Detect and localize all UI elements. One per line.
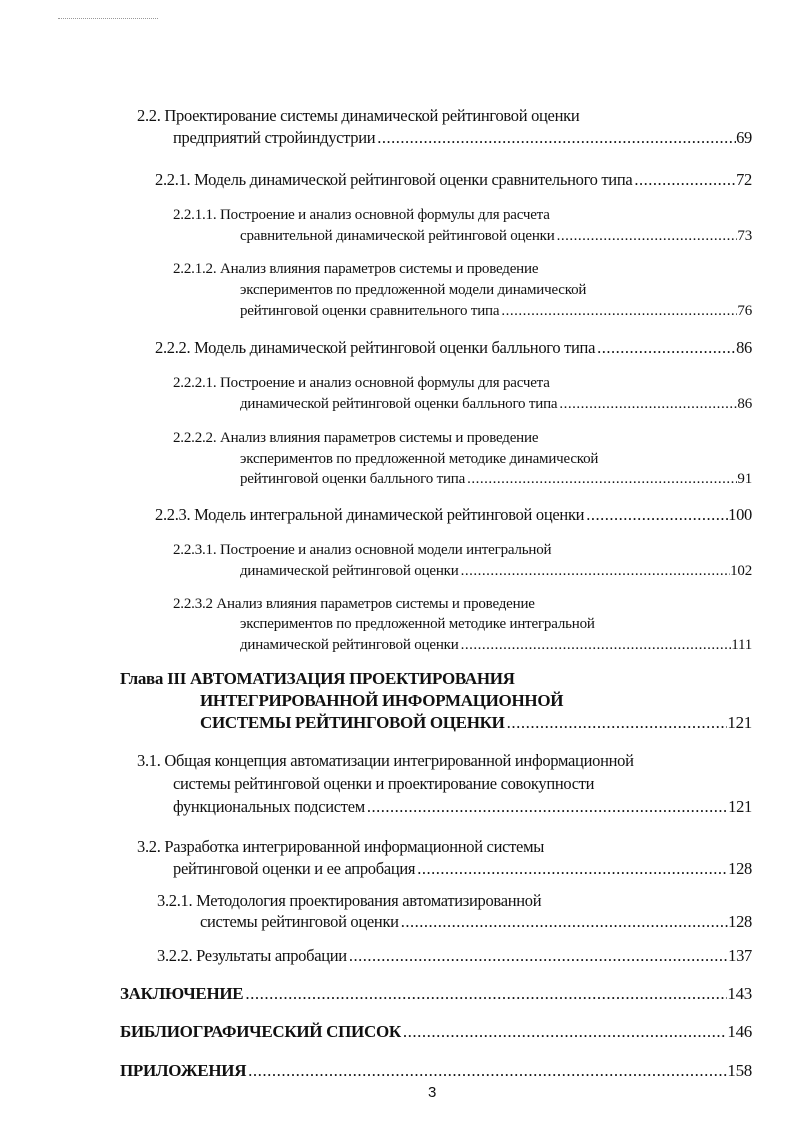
toc-page-number: 86 xyxy=(736,338,752,357)
page-number: 3 xyxy=(428,1084,437,1101)
leader-dots xyxy=(632,170,736,190)
toc-page-number: 128 xyxy=(728,859,752,878)
leader-dots xyxy=(557,394,737,414)
toc-entry-title: экспериментов по предложенной методике интегральной xyxy=(240,616,595,632)
toc-line xyxy=(240,449,598,469)
toc-line xyxy=(173,259,538,279)
toc-entry-title: функциональных подсистем xyxy=(173,797,365,816)
leader-dots xyxy=(465,469,737,489)
toc-page-number: 121 xyxy=(727,713,752,732)
toc-line xyxy=(200,691,563,711)
toc-entry-title: системы рейтинговой оценки xyxy=(200,912,399,931)
toc-line xyxy=(240,469,752,489)
toc-entry-title: сравнительной динамической рейтинговой оценки xyxy=(240,228,555,244)
toc-line xyxy=(120,1022,752,1042)
toc-line xyxy=(120,669,515,689)
toc-entry-title: БИБЛИОГРАФИЧЕСКИЙ СПИСОК xyxy=(120,1022,401,1041)
toc-entry-title: ПРИЛОЖЕНИЯ xyxy=(120,1061,247,1080)
toc-line xyxy=(173,205,550,225)
toc-entry-title: 3.1. Общая концепция автоматизации интегрированной информационной xyxy=(137,751,634,770)
toc-line xyxy=(137,837,544,857)
toc-line xyxy=(173,373,550,393)
toc-line xyxy=(155,505,752,525)
toc-entry-title: 2.2.3. Модель интегральной динамической рейтинговой оценки xyxy=(155,505,585,524)
toc-entry-title: СИСТЕМЫ РЕЙТИНГОВОЙ ОЦЕНКИ xyxy=(200,713,505,732)
toc-entry-title: Глава III АВТОМАТИЗАЦИЯ ПРОЕКТИРОВАНИЯ xyxy=(120,669,515,688)
toc-line xyxy=(173,428,538,448)
toc-line xyxy=(157,946,752,966)
toc-line xyxy=(157,891,541,911)
toc-line xyxy=(200,912,752,932)
toc-line xyxy=(155,338,752,358)
toc-line xyxy=(173,774,594,794)
toc-line xyxy=(155,170,752,190)
scan-speck xyxy=(58,18,158,20)
toc-page-number: 91 xyxy=(737,471,752,487)
toc-page-number: 86 xyxy=(737,396,752,412)
toc-entry-title: системы рейтинговой оценки и проектирование совокупности xyxy=(173,774,595,793)
toc-page-number: 143 xyxy=(727,984,752,1003)
leader-dots xyxy=(415,859,728,879)
leader-dots xyxy=(584,505,728,525)
leader-dots xyxy=(499,301,737,321)
toc-page-number: 111 xyxy=(731,637,752,653)
toc-line xyxy=(173,540,551,560)
toc-line xyxy=(240,561,752,581)
toc-entry-title: рейтинговой оценки сравнительного типа xyxy=(240,303,500,319)
toc-line xyxy=(120,984,752,1004)
leader-dots xyxy=(595,338,736,358)
toc-entry-title: 2.2. Проектирование системы динамической рейтинговой оценки xyxy=(137,106,580,125)
toc-entry-title: динамической рейтинговой оценки xyxy=(240,637,459,653)
toc-page-number: 128 xyxy=(728,912,752,931)
toc-entry-title: ЗАКЛЮЧЕНИЕ xyxy=(120,984,244,1003)
toc-page-number: 100 xyxy=(728,505,752,524)
toc-entry-title: 3.2. Разработка интегрированной информационной системы xyxy=(137,837,544,856)
leader-dots xyxy=(459,561,731,581)
leader-dots xyxy=(347,946,728,966)
toc-page-number: 72 xyxy=(736,170,752,189)
toc-line xyxy=(200,713,752,733)
toc-line xyxy=(120,1061,752,1081)
toc-entry-title: 3.2.2. Результаты апробации xyxy=(157,946,347,965)
toc-entry-title: 2.2.2.2. Анализ влияния параметров системы и проведение xyxy=(173,430,539,446)
leader-dots xyxy=(246,1061,727,1081)
toc-entry-title: экспериментов по предложенной модели динамической xyxy=(240,282,587,298)
leader-dots xyxy=(505,713,728,733)
toc-entry-title: 2.2.3.1. Построение и анализ основной модели интегральной xyxy=(173,542,552,558)
leader-dots xyxy=(365,797,728,817)
toc-page-number: 76 xyxy=(737,303,752,319)
toc-entry-title: 2.2.1.1. Построение и анализ основной формулы для расчета xyxy=(173,207,550,223)
leader-dots xyxy=(555,226,738,246)
toc-entry-title: 2.2.2. Модель динамической рейтинговой оценки балльного типа xyxy=(155,338,596,357)
toc-entry-title: 2.2.3.2 Анализ влияния параметров системы и проведение xyxy=(173,596,535,612)
leader-dots xyxy=(459,635,732,655)
toc-line xyxy=(240,394,752,414)
toc-line xyxy=(240,635,752,655)
toc-entry-title: динамической рейтинговой оценки балльного типа xyxy=(240,396,558,412)
toc-page-number: 121 xyxy=(728,797,752,816)
toc-entry-title: предприятий стройиндустрии xyxy=(173,128,376,147)
toc-entry-title: 3.2.1. Методология проектирования автоматизированной xyxy=(157,891,542,910)
toc-line xyxy=(240,301,752,321)
toc-page-number: 137 xyxy=(728,946,752,965)
toc-entry-title: рейтинговой оценки и ее апробация xyxy=(173,859,416,878)
toc-entry-title: экспериментов по предложенной методике динамической xyxy=(240,451,599,467)
toc-entry-title: рейтинговой оценки балльного типа xyxy=(240,471,466,487)
toc-page-number: 146 xyxy=(727,1022,752,1041)
toc-entry-title: динамической рейтинговой оценки xyxy=(240,563,459,579)
toc-line xyxy=(240,226,752,246)
toc-line xyxy=(173,128,752,148)
toc-line xyxy=(240,614,595,634)
toc-page-number: 158 xyxy=(727,1061,752,1080)
toc-page-number: 102 xyxy=(730,563,752,579)
toc-line xyxy=(173,594,535,614)
leader-dots xyxy=(375,128,736,148)
leader-dots xyxy=(401,1022,727,1042)
toc-line xyxy=(240,280,586,300)
toc-entry-title: 2.2.1.2. Анализ влияния параметров системы и проведение xyxy=(173,261,539,277)
toc-line xyxy=(173,797,752,817)
toc-entry-title: 2.2.1. Модель динамической рейтинговой оценки сравнительного типа xyxy=(155,170,633,189)
toc-line xyxy=(137,751,634,771)
toc-page-number: 73 xyxy=(737,228,752,244)
toc-entry-title: 2.2.2.1. Построение и анализ основной формулы для расчета xyxy=(173,375,550,391)
toc-page-number: 69 xyxy=(736,128,752,147)
leader-dots xyxy=(399,912,728,932)
toc-line xyxy=(137,106,579,126)
toc-entry-title: ИНТЕГРИРОВАННОЙ ИНФОРМАЦИОННОЙ xyxy=(200,691,564,710)
toc-line xyxy=(173,859,752,879)
leader-dots xyxy=(243,984,727,1004)
